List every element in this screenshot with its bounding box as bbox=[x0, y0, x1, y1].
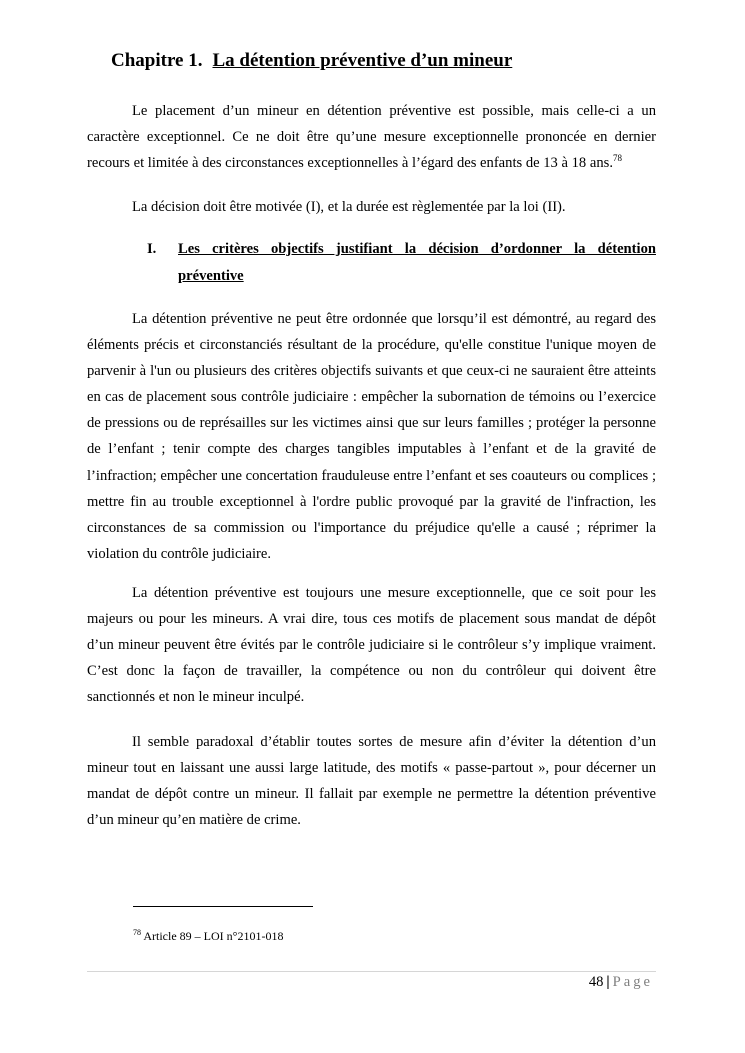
intro-paragraph bbox=[87, 98, 656, 176]
footnote-reference[interactable]: 78 bbox=[612, 153, 622, 164]
chapter-number: Chapitre 1. bbox=[111, 50, 203, 71]
criteria-paragraph: La détention préventive ne peut être ordonnée que lorsqu’il est démontré, au regard des éléments précis et circonstanciés résultant de la procédure, qu'elle constitue l'unique moyen de parvenir à l'un ou plusieurs des critères objectifs suivants et que ceux-ci ne sauraient être atteints en cas de placement sous contrôle judiciaire : empêcher la subornation de témoins ou l’exercice de pressions ou de représailles sur les victimes ainsi que sur leurs familles ; protéger la personne de l’enfant ; tenir compte des charges tangibles imputables à l’enfant et de la gravité de l’infraction; empêcher une concertation frauduleuse entre l’enfant et ses coauteurs ou complices ; mettre fin au trouble exceptionnel à l'ordre public provoqué par la gravité de l'infraction, les circonstances de sa commission ou l'importance du préjudice qu'elle a causé ; réprimer la violation du contrôle judiciaire. bbox=[87, 311, 656, 562]
section-heading bbox=[147, 236, 656, 289]
page-footer bbox=[589, 974, 653, 991]
footnote-marker: 78 bbox=[133, 928, 141, 937]
chapter-title: La détention préventive d’un mineur bbox=[212, 50, 513, 71]
section-number: I. bbox=[147, 241, 157, 257]
plan-paragraph: La décision doit être motivée (I), et la durée est règlementée par la loi (II). bbox=[132, 199, 566, 215]
section-title: Les critères objectifs justifiant la décision d’ordonner la détention préventive bbox=[178, 241, 656, 284]
intro-text: Le placement d’un mineur en détention préventive est possible, mais celle-ci a un caractère exceptionnel. Ce ne doit être qu’une mesure exceptionnelle prononcée en dernier recours et limitée à des circonstances exceptionnelles à l’égard des enfants de 13 à 18 ans. bbox=[87, 103, 656, 172]
paradox-paragraph: Il semble paradoxal d’établir toutes sortes de mesure afin d’éviter la détention d’un mineur tout en laissant une aussi large latitude, des motifs « passe-partout », pour décerner un mandat de dépôt contre un mineur. Il fallait par exemple ne permettre la détention préventive d’un mineur qu’en matière de crime. bbox=[87, 734, 656, 829]
footer-rule bbox=[87, 971, 656, 972]
page-label: Page bbox=[612, 974, 653, 990]
exceptional-paragraph: La détention préventive est toujours une mesure exceptionnelle, que ce soit pour les majeurs ou pour les mineurs. A vrai dire, tous ces motifs de placement sous mandat de dépôt d’un mineur peuvent être évités par le contrôle judiciaire si le contrôleur s’y implique vraiment. C’est donc la façon de travailler, la compétence ou non du contrôleur qui doivent être sanctionnés et non le mineur inculpé. bbox=[87, 585, 656, 706]
footer-separator: | bbox=[606, 974, 610, 990]
page-number: 48 bbox=[588, 974, 604, 990]
footnote bbox=[133, 929, 283, 944]
footnote-separator bbox=[133, 906, 313, 907]
footnote-text: Article 89 – LOI n°2101-018 bbox=[141, 929, 284, 943]
chapter-heading bbox=[111, 50, 512, 72]
